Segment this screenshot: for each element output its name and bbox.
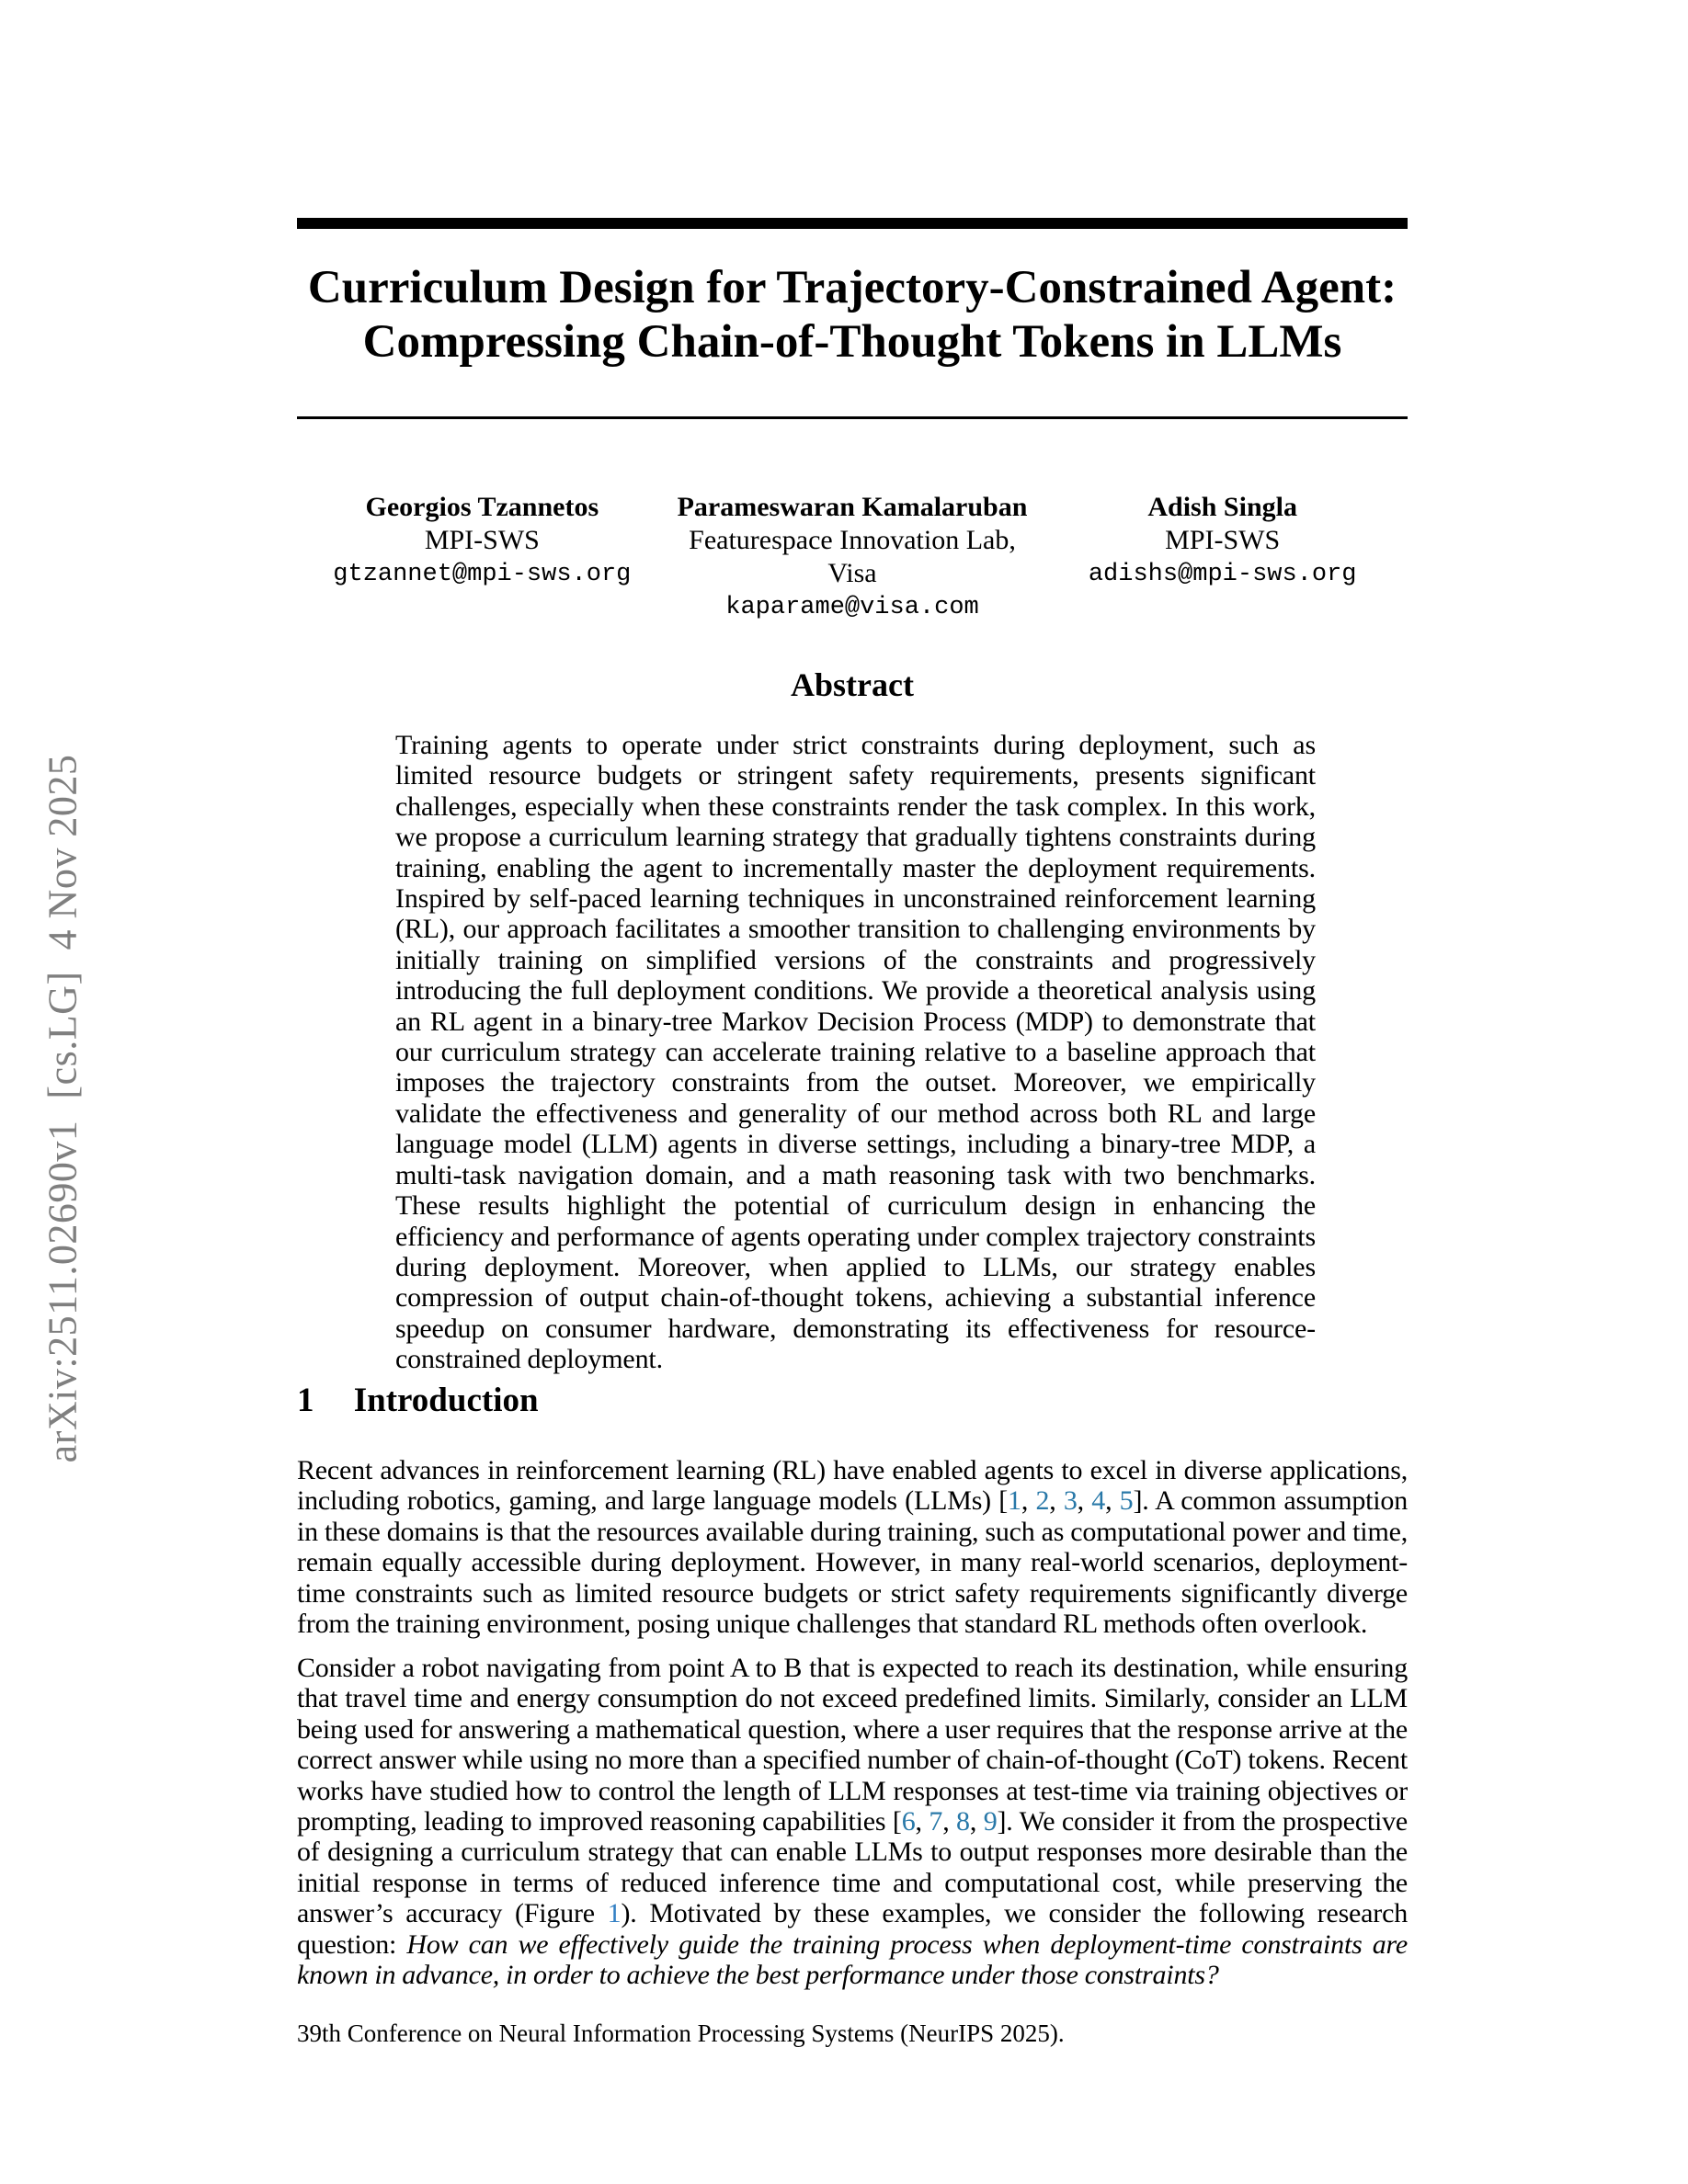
intro-paragraph-1 xyxy=(297,1455,1408,1639)
author-name: Parameswaran Kamalaruban xyxy=(677,492,1028,522)
text-segment: , xyxy=(969,1806,984,1837)
title-rule-bottom xyxy=(297,416,1408,419)
text-segment: , xyxy=(1105,1485,1120,1517)
figure-reference-link[interactable]: 1 xyxy=(607,1898,622,1929)
text-segment: , xyxy=(1049,1485,1064,1517)
author-affiliation: Featurespace Innovation Lab, Visa xyxy=(689,525,1016,588)
abstract-heading: Abstract xyxy=(791,666,914,703)
paper-title-line-1: Curriculum Design for Trajectory-Constrained Agent: xyxy=(307,262,1397,313)
author-name: Georgios Tzannetos xyxy=(365,492,599,522)
author-block xyxy=(297,490,667,625)
text-segment: ). Motivated by these examples, we consider the following research question: xyxy=(297,1898,1408,1960)
arxiv-watermark: arXiv:2511.02690v1 [cs.LG] 4 Nov 2025 xyxy=(40,754,86,1463)
citation-link[interactable]: 8 xyxy=(956,1806,970,1837)
author-name: Adish Singla xyxy=(1147,492,1297,522)
text-segment: , xyxy=(915,1806,930,1837)
author-list xyxy=(297,490,1408,625)
citation-link[interactable]: 9 xyxy=(983,1806,998,1837)
author-email: kaparame@visa.com xyxy=(725,594,979,621)
conference-footnote: 39th Conference on Neural Information Processing Systems (NeurIPS 2025). xyxy=(297,2019,1065,2047)
citation-link[interactable]: 4 xyxy=(1091,1485,1106,1517)
citation-link[interactable]: 1 xyxy=(1008,1485,1021,1517)
text-segment: , xyxy=(1021,1485,1036,1517)
author-email: adishs@mpi-sws.org xyxy=(1088,561,1357,588)
section-number: 1 xyxy=(297,1382,314,1419)
text-segment: ]. We consider it from the prospective of designing a curriculum strategy that can enable LLMs to output responses more desirable than the initial response in terms of reduced inference time and computational cost, while preserving the answer’s accuracy (Figure xyxy=(297,1806,1408,1929)
author-block xyxy=(667,490,1038,625)
text-segment: Consider a robot navigating from point A to B that is expected to reach its destination, while ensuring that travel time and energy consumption do not exceed predefined limits. Similarly, consider an LLM being used for answering a mathematical question, where a user requires that the response arrive at the correct answer while using no more than a specified number of chain-of-thought (CoT) tokens. Recent works have studied how to control the length of LLM responses at test-time via training objectives or prompting, leading to improved reasoning capabilities [ xyxy=(297,1653,1408,1837)
paper-title-line-2: Compressing Chain-of-Thought Tokens in LLMs xyxy=(362,316,1342,368)
citation-link[interactable]: 2 xyxy=(1035,1485,1050,1517)
author-block xyxy=(1037,490,1408,625)
text-segment: , xyxy=(1077,1485,1092,1517)
text-segment: , xyxy=(942,1806,957,1837)
section-heading-introduction xyxy=(297,1381,539,1420)
author-affiliation: MPI-SWS xyxy=(424,525,540,555)
citation-link[interactable]: 7 xyxy=(929,1806,943,1837)
section-title: Introduction xyxy=(353,1382,539,1419)
paper-title xyxy=(297,261,1408,370)
paper-content xyxy=(297,0,1408,2184)
citation-link[interactable]: 5 xyxy=(1119,1485,1134,1517)
text-segment: How can we effectively guide the training process when deployment-time constraints are known in advance, in order to achieve the best performance under those constraints? xyxy=(297,1928,1408,1991)
citation-link[interactable]: 6 xyxy=(901,1806,916,1837)
abstract-text: Training agents to operate under strict constraints during deployment, such as limited resource budgets or stringent safety requirements, presents significant challenges, especially when these constraints render the task complex. In this work, we propose a curriculum learning strategy that gradually tightens constraints during training, enabling the agent to incrementally master the deployment requirements. Inspired by self-paced learning techniques in unconstrained reinforcement learning (RL), our approach facilitates a smoother transition to challenging environments by initially training on simplified versions of the constraints and progressively introducing the full deployment conditions. We provide a theoretical analysis using an RL agent in a binary-tree Markov Decision Process (MDP) to demonstrate that our curriculum strategy can accelerate training relative to a baseline approach that imposes the trajectory constraints from the outset. Moreover, we empirically validate the effectiveness and generality of our method across both RL and large language model (LLM) agents in diverse settings, including a binary-tree MDP, a multi-task navigation domain, and a math reasoning task with two benchmarks. These results highlight the potential of curriculum design in enhancing the efficiency and performance of agents operating under complex trajectory constraints during deployment. Moreover, when applied to LLMs, our strategy enables compression of output chain-of-thought tokens, achieving a substantial inference speedup on consumer hardware, demonstrating its effectiveness for resource-constrained deployment. xyxy=(395,730,1316,1375)
text-segment: ]. A common assumption in these domains is that the resources available during training, such as computational power and time, remain equally accessible during deployment. However, in many real-world scenarios, deployment-time constraints such as limited resource budgets or strict safety requirements significantly diverge from the training environment, posing unique challenges that standard RL methods often overlook. xyxy=(297,1485,1409,1640)
citation-link[interactable]: 3 xyxy=(1063,1485,1078,1517)
intro-paragraph-2 xyxy=(297,1653,1408,1990)
title-rule-top xyxy=(297,218,1408,229)
author-email: gtzannet@mpi-sws.org xyxy=(333,561,632,588)
text-segment: Recent advances in reinforcement learning (RL) have enabled agents to excel in diverse applications, including robotics, gaming, and large language models (LLMs) [ xyxy=(297,1455,1408,1517)
author-affiliation: MPI-SWS xyxy=(1165,525,1281,555)
